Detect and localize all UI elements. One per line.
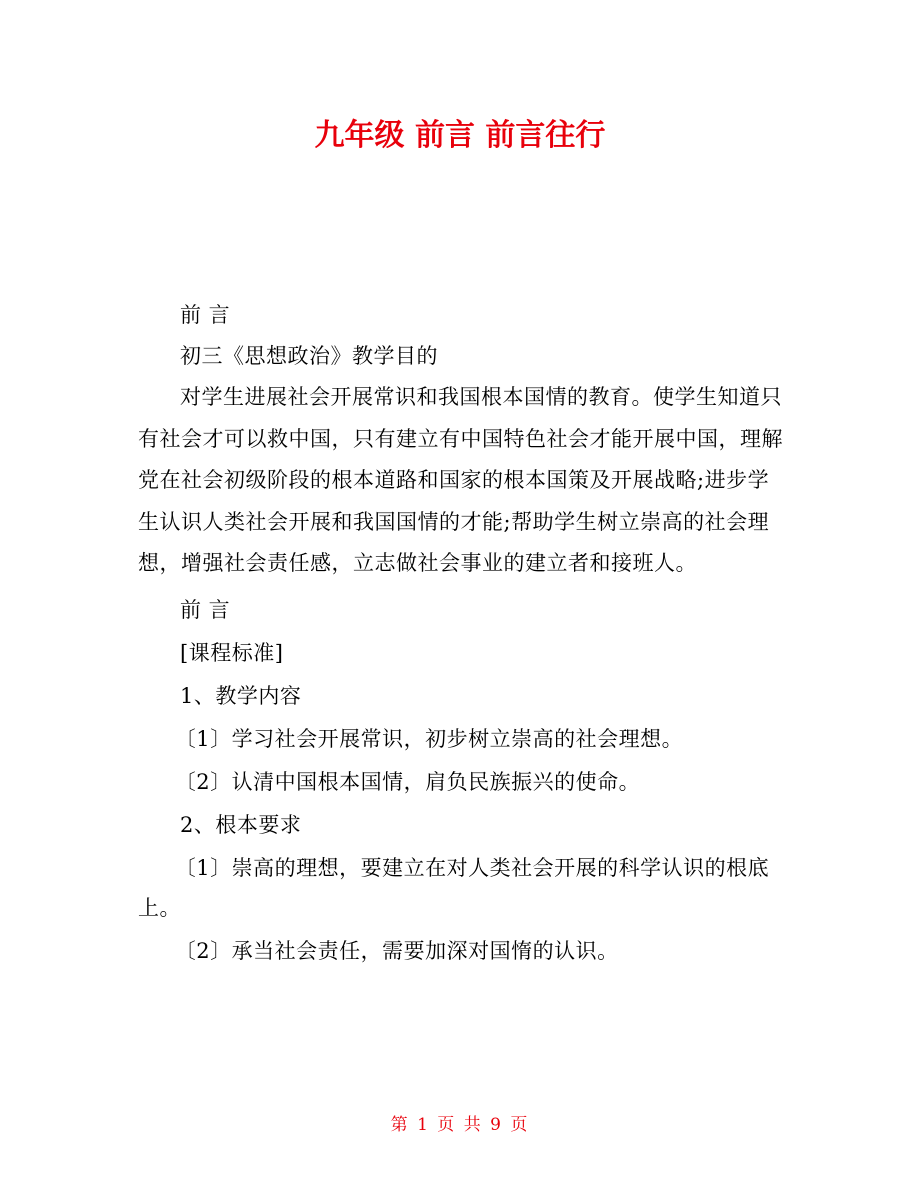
document-title: 九年级 前言 前言往行 <box>314 118 606 153</box>
list-heading-basic-requirements: 2、根本要求 <box>180 812 302 837</box>
list-item-content-1: 〔1〕学习社会开展常识，初步树立崇高的社会理想。 <box>174 726 684 751</box>
list-item-content-2: 〔2〕认清中国根本国情，肩负民族振兴的使命。 <box>174 769 641 794</box>
page-footer: 第 1 页 共 9 页 <box>390 1115 530 1135</box>
list-item-requirement-2: 〔2〕承当社会责任，需要加深对国惰的认识。 <box>174 938 619 963</box>
paragraph-teaching-goal: 对学生进展社会开展常识和我国根本国情的教育。使学生知道只有社会才可以救中国，只有建立有中国特色社会才能开展中国，理解党在社会初级阶段的根本道路和国家的根本国策及开展战略;进步学生认识人类社会开展和我国国情的才能;帮助学生树立崇高的社会理想，增强社会责任感，立志做社会事业的建立者和接班人。 <box>138 385 783 575</box>
document-body <box>138 295 786 971</box>
subheading-curriculum-standard: [课程标准] <box>180 640 284 665</box>
list-heading-teaching-content: 1、教学内容 <box>180 683 302 708</box>
list-item-requirement-1: 〔1〕崇高的理想，要建立在对人类社会开展的科学认识的根底上。 <box>138 855 770 920</box>
subheading-teaching-goal: 初三《思想政治》教学目的 <box>180 344 438 368</box>
section-heading-preface: 前 言 <box>180 303 231 327</box>
section-heading-preface-2: 前 言 <box>180 597 231 622</box>
